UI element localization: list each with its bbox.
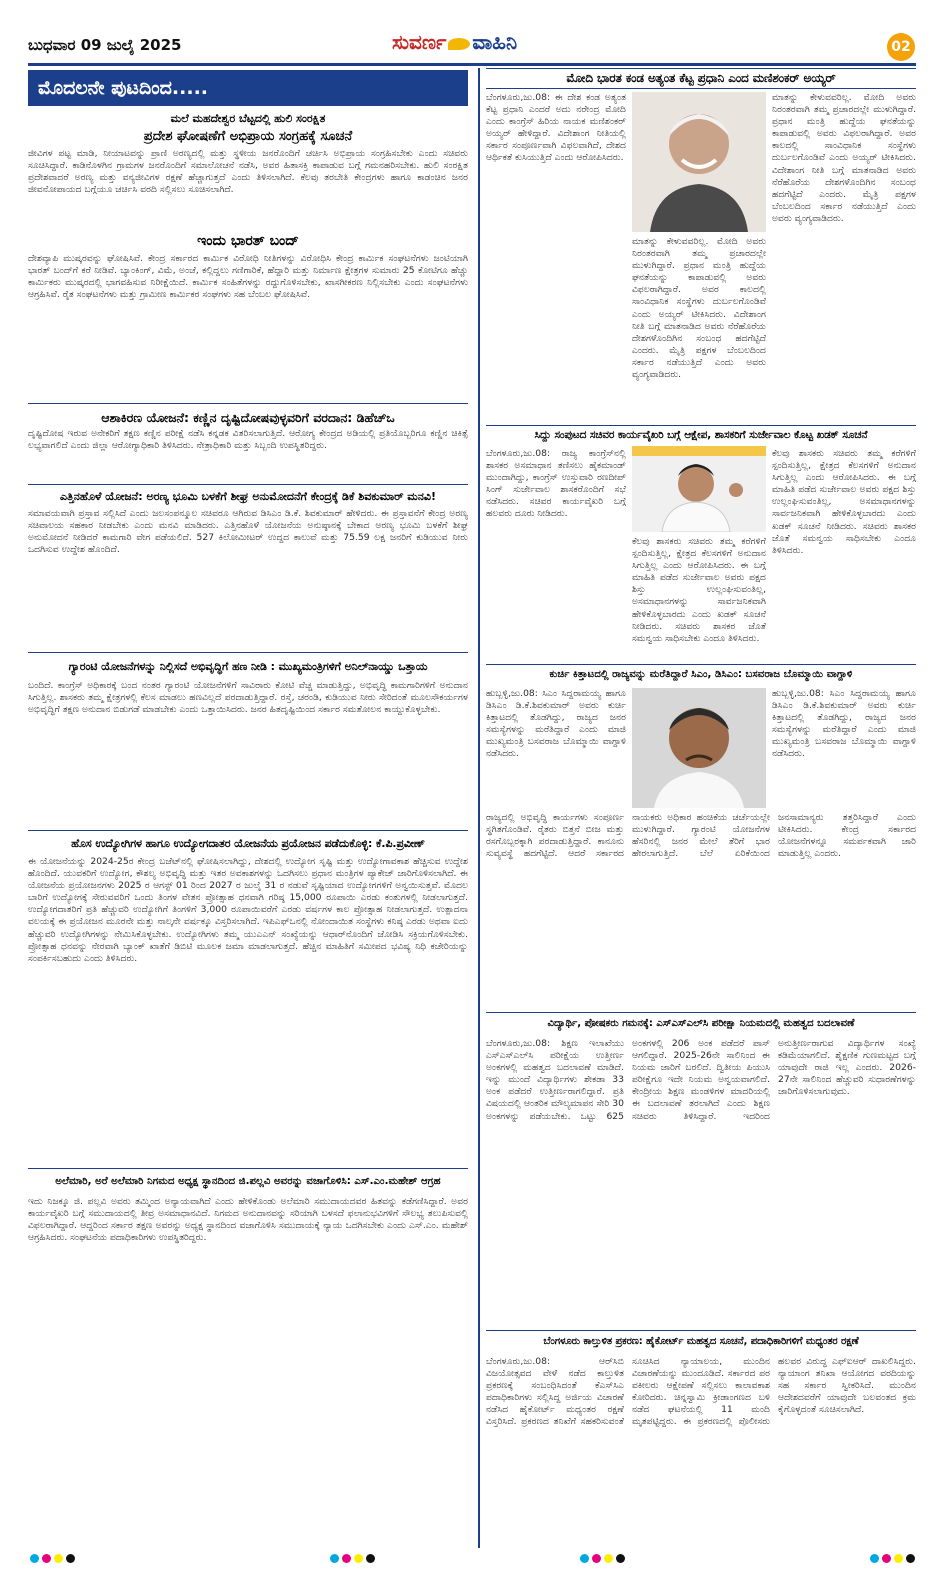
article-body: ಬೆಂಗಳೂರು,ಜು.08: ಆರ್‌ಸಿಬಿ ವಿಜಯೋತ್ಸವದ ವೇಳೆ ನಡೆದ ಕಾಲ್ತುಳಿತ ಪ್ರಕರಣಕ್ಕೆ ಸಂಬಂಧಿಸಿದಂತೆ ಕೆಎಸ್‌ಸಿಎ ಪದಾಧಿಕಾರಿಗಳು ಸಲ್ಲಿಸಿದ್ದ ಅರ್ಜಿಯ ವಿಚಾರಣೆ ನಡೆಸಿದ ಹೈಕೋರ್ಟ್ ಮಧ್ಯಂತರ ರಕ್ಷಣೆ ವಿಸ್ತರಿಸಿದೆ. ಪ್ರಕರಣದ ತನಿಖೆಗೆ ಸಹಕರಿಸುವಂತೆ ಸೂಚಿಸಿದ ನ್ಯಾಯಾಲಯ, ಮುಂದಿನ ವಿಚಾರಣೆಯನ್ನು ಮುಂದೂಡಿದೆ. ಸರ್ಕಾರದ ಪರ ವಕೀಲರು ಆಕ್ಷೇಪಣೆ ಸಲ್ಲಿಸಲು ಕಾಲಾವಕಾಶ ಕೋರಿದರು. ಚಿನ್ನಸ್ವಾಮಿ ಕ್ರೀಡಾಂಗಣದ ಬಳಿ ನಡೆದ ಘಟನೆಯಲ್ಲಿ 11 ಮಂದಿ ಮೃತಪಟ್ಟಿದ್ದರು. ಈ ಪ್ರಕರಣದಲ್ಲಿ ಪೊಲೀಸರು ಹಲವರ ವಿರುದ್ಧ ಎಫ್‌ಐಆರ್ ದಾಖಲಿಸಿದ್ದರು. ನ್ಯಾಯಾಂಗ ತನಿಖಾ ಆಯೋಗದ ವರದಿಯನ್ನು ಸಹ ಸರ್ಕಾರ ಸ್ವೀಕರಿಸಿದೆ. ಮುಂದಿನ ಆದೇಶದವರೆಗೆ ಯಾವುದೇ ಬಲವಂತದ ಕ್ರಮ ಕೈಗೊಳ್ಳದಂತೆ ಸೂಚಿಸಲಾಗಿದೆ. — [486, 1356, 916, 1428]
masthead-part-b: ವಾಹಿನಿ — [472, 30, 518, 54]
article-body: ಹುಬ್ಬಳ್ಳಿ,ಜು.08: ಸಿಎಂ ಸಿದ್ದರಾಮಯ್ಯ ಹಾಗೂ ಡಿಸಿಎಂ ಡಿ.ಕೆ.ಶಿವಕುಮಾರ್ ಅವರು ಕುರ್ಚಿ ಕಿತ್ತಾಟದಲ್ಲಿ ತೊಡಗಿದ್ದು, ರಾಜ್ಯದ ಜನರ ಸಮಸ್ಯೆಗಳನ್ನು ಮರೆತಿದ್ದಾರೆ ಎಂದು ಮಾಜಿ ಮುಖ್ಯಮಂತ್ರಿ ಬಸವರಾಜ ಬೊಮ್ಮಾಯಿ ವಾಗ್ದಾಳಿ ನಡೆಸಿದರು. — [486, 688, 626, 760]
article-headline: ಆಶಾಕಿರಣ ಯೋಜನೆ: ಕಣ್ಣಿನ ದೃಷ್ಟಿದೋಷವುಳ್ಳವರಿಗೆ ವರದಾನ: ಡಿಹೆಚ್‌ಒ — [101, 410, 395, 425]
magenta-dot-icon — [882, 1554, 891, 1563]
divider — [486, 664, 916, 665]
divider — [486, 1330, 916, 1331]
color-registration-left — [30, 1554, 78, 1566]
yellow-dot-icon — [894, 1554, 903, 1563]
article-headline: ಬೆಂಗಳೂರು ಕಾಲ್ತುಳಿತ ಪ್ರಕರಣ: ಹೈಕೋರ್ಟ್ ಮಹತ್ವದ ಸೂಚನೆ, ಪದಾಧಿಕಾರಿಗಳಿಗೆ ಮಧ್ಯಂತರ ರಕ್ಷಣೆ — [543, 1336, 859, 1347]
article-headline: ವಿದ್ಯಾರ್ಥಿ, ಪೋಷಕರು ಗಮನಕ್ಕೆ: ಎಸ್‌ಎಸ್‌ಎಲ್‌ಸಿ ಪರೀಕ್ಷಾ ನಿಯಮದಲ್ಲಿ ಮಹತ್ವದ ಬದಲಾವಣೆ — [547, 1018, 855, 1029]
divider — [28, 1168, 468, 1169]
article-headline: ಕುರ್ಚಿ ಕಿತ್ತಾಟದಲ್ಲಿ ರಾಜ್ಯವನ್ನು ಮರೆತಿದ್ದಾರೆ ಸಿಎಂ, ಡಿಸಿಎಂ: ಬಸವರಾಜ ಬೊಮ್ಮಾಯಿ ವಾಗ್ದಾಳಿ — [549, 669, 853, 680]
magenta-dot-icon — [592, 1554, 601, 1563]
article-body: ಬಂದಿದೆ. ಕಾಂಗ್ರೆಸ್ ಅಧಿಕಾರಕ್ಕೆ ಬಂದ ನಂತರ ಗ್ಯಾರಂಟಿ ಯೋಜನೆಗಳಿಗೆ ಸಾವಿರಾರು ಕೋಟಿ ವೆಚ್ಚ ಮಾಡುತ್ತಿದ್ದು, ಅಭಿವೃದ್ಧಿ ಕಾಮಗಾರಿಗಳಿಗೆ ಅನುದಾನ ಸಿಗುತ್ತಿಲ್ಲ. ಶಾಸಕರು ತಮ್ಮ ಕ್ಷೇತ್ರಗಳಲ್ಲಿ ಕೆಲಸ ಮಾಡಲು ಹಣವಿಲ್ಲದೆ ಪರದಾಡುತ್ತಿದ್ದಾರೆ. ರಸ್ತೆ, ಚರಂಡಿ, ಕುಡಿಯುವ ನೀರು ಸೇರಿದಂತೆ ಮೂಲಸೌಕರ್ಯಗಳ ಅಭಿವೃದ್ಧಿಗೆ ತಕ್ಷಣ ಅನುದಾನ ಬಿಡುಗಡೆ ಮಾಡಬೇಕು ಎಂದು ಒತ್ತಾಯಿಸಿದರು. ಜನರ ಹಿತದೃಷ್ಟಿಯಿಂದ ಸರ್ಕಾರ ಸಮತೋಲನ ಕಾಯ್ದುಕೊಳ್ಳಬೇಕು. — [28, 680, 468, 716]
portrait-icon — [632, 92, 766, 232]
article-headline: ಸಿದ್ದು ಸಂಪುಟದ ಸಚಿವರ ಕಾರ್ಯವೈಖರಿ ಬಗ್ಗೆ ಆಕ್ಷೇಪ, ಶಾಸಕರಿಗೆ ಸುರ್ಜೇವಾಲ ಕೊಟ್ಟ ಖಡಕ್ ಸೂಚನೆ — [534, 429, 868, 441]
yellow-dot-icon — [604, 1554, 613, 1563]
article-body: ಕೆಲವು ಶಾಸಕರು ಸಚಿವರು ತಮ್ಮ ಕರೆಗಳಿಗೆ ಸ್ಪಂದಿಸುತ್ತಿಲ್ಲ, ಕ್ಷೇತ್ರದ ಕೆಲಸಗಳಿಗೆ ಅನುದಾನ ಸಿಗುತ್ತಿಲ್ಲ ಎಂದು ಆರೋಪಿಸಿದರು. ಈ ಬಗ್ಗೆ ಮಾಹಿತಿ ಪಡೆದ ಸುರ್ಜೇವಾಲ ಅವರು ಪಕ್ಷದ ಶಿಸ್ತು ಉಲ್ಲಂಘಿಸುವಂತಿಲ್ಲ, ಅಸಮಾಧಾನಗಳನ್ನು ಸಾರ್ವಜನಿಕವಾಗಿ ಹೇಳಿಕೊಳ್ಳಬಾರದು ಎಂದು ಖಡಕ್ ಸೂಚನೆ ನೀಡಿದರು. ಸಚಿವರು ಶಾಸಕರ ಜೊತೆ ಸಮನ್ವಯ ಸಾಧಿಸಬೇಕು ಎಂದೂ ತಿಳಿಸಿದರು. — [632, 536, 766, 644]
magenta-dot-icon — [42, 1554, 51, 1563]
article-body: ರಾಜ್ಯದಲ್ಲಿ ಅಭಿವೃದ್ಧಿ ಕಾರ್ಯಗಳು ಸಂಪೂರ್ಣ ಸ್ಥಗಿತಗೊಂಡಿವೆ. ರೈತರು ಬಿತ್ತನೆ ಬೀಜ ಮತ್ತು ರಸಗೊಬ್ಬರಕ್ಕಾಗಿ ಪರದಾಡುತ್ತಿದ್ದಾರೆ. ಕಾನೂನು ಸುವ್ಯವಸ್ಥೆ ಹದಗೆಟ್ಟಿದೆ. ಆದರೆ ಸರ್ಕಾರದ ನಾಯಕರು ಅಧಿಕಾರ ಹಂಚಿಕೆಯ ಚರ್ಚೆಯಲ್ಲೇ ಮುಳುಗಿದ್ದಾರೆ. ಗ್ಯಾರಂಟಿ ಯೋಜನೆಗಳ ಹೆಸರಿನಲ್ಲಿ ಜನರ ಮೇಲೆ ತೆರಿಗೆ ಭಾರ ಹೇರಲಾಗುತ್ತಿದೆ. ಬೆಲೆ ಏರಿಕೆಯಿಂದ ಜನಸಾಮಾನ್ಯರು ತತ್ತರಿಸಿದ್ದಾರೆ ಎಂದು ಟೀಕಿಸಿದರು. ಕೇಂದ್ರ ಸರ್ಕಾರದ ಯೋಜನೆಗಳನ್ನೂ ಸಮರ್ಪಕವಾಗಿ ಜಾರಿ ಮಾಡುತ್ತಿಲ್ಲ ಎಂದರು. — [486, 812, 916, 860]
article-headline: ಗ್ಯಾರಂಟಿ ಯೋಜನೆಗಳನ್ನು ನಿಲ್ಲಿಸದೆ ಅಭಿವೃದ್ಧಿಗೆ ಹಣ ನೀಡಿ : ಮುಖ್ಯಮಂತ್ರಿಗಳಿಗೆ ಅನಿಲ್‌ನಾಯ್ಡು ಒತ್ತಾಯ — [68, 660, 428, 673]
article-body: ಬೆಂಗಳೂರು,ಜು.08: ಈ ದೇಶ ಕಂಡ ಅತ್ಯಂತ ಕೆಟ್ಟ ಪ್ರಧಾನಿ ಎಂದರೆ ಅದು ನರೇಂದ್ರ ಮೋದಿ ಎಂದು ಕಾಂಗ್ರೆಸ್ ಹಿರಿಯ ನಾಯಕ ಮಣಿಶಂಕರ್ ಅಯ್ಯರ್ ಹೇಳಿದ್ದಾರೆ. ವಿದೇಶಾಂಗ ನೀತಿಯಲ್ಲಿ ಸರ್ಕಾರ ಸಂಪೂರ್ಣವಾಗಿ ವಿಫಲವಾಗಿದೆ, ದೇಶದ ಆರ್ಥಿಕತೆ ಕುಸಿಯುತ್ತಿದೆ ಎಂದು ಆರೋಪಿಸಿದರು. — [486, 92, 626, 164]
issue-date: ಬುಧವಾರ 09 ಜುಲೈ 2025 — [28, 36, 182, 54]
article-headline: ಇಂದು ಭಾರತ್ ಬಂದ್ — [197, 233, 299, 249]
cyan-dot-icon — [330, 1554, 339, 1563]
portrait-icon — [632, 688, 766, 808]
column-divider — [478, 68, 480, 1548]
black-dot-icon — [66, 1554, 75, 1563]
article-body: ದೇಶವ್ಯಾಪಿ ಮುಷ್ಕರವನ್ನು ಘೋಷಿಸಿವೆ. ಕೇಂದ್ರ ಸರ್ಕಾರದ ಕಾರ್ಮಿಕ ವಿರೋಧಿ ನೀತಿಗಳನ್ನು ವಿರೋಧಿಸಿ ಕೇಂದ್ರ ಕಾರ್ಮಿಕ ಸಂಘಟನೆಗಳು ಜಂಟಿಯಾಗಿ ಭಾರತ್ ಬಂದ್‌ಗೆ ಕರೆ ನೀಡಿವೆ. ಬ್ಯಾಂಕಿಂಗ್, ವಿಮೆ, ಅಂಚೆ, ಕಲ್ಲಿದ್ದಲು ಗಣಿಗಾರಿಕೆ, ಹೆದ್ದಾರಿ ಮತ್ತು ನಿರ್ಮಾಣ ಕ್ಷೇತ್ರಗಳ ಸುಮಾರು 25 ಕೋಟಿಗೂ ಹೆಚ್ಚು ಕಾರ್ಮಿಕರು ಮುಷ್ಕರದಲ್ಲಿ ಭಾಗವಹಿಸುವ ನಿರೀಕ್ಷೆಯಿದೆ. ಕಾರ್ಮಿಕ ಸಂಹಿತೆಗಳನ್ನು ರದ್ದುಗೊಳಿಸಬೇಕು, ಖಾಸಗೀಕರಣ ನಿಲ್ಲಿಸಬೇಕು ಎಂದು ಸಂಘಟನೆಗಳು ಆಗ್ರಹಿಸಿವೆ. ರೈತ ಸಂಘಟನೆಗಳು ಮತ್ತು ಗ್ರಾಮೀಣ ಕಾರ್ಮಿಕರ ಸಂಘಗಳು ಸಹ ಬೆಂಬಲ ಘೋಷಿಸಿವೆ. — [28, 253, 468, 301]
article-headline: ಎತ್ತಿನಹೊಳೆ ಯೋಜನೆ: ಅರಣ್ಯ ಭೂಮಿ ಬಳಕೆಗೆ ಶೀಘ್ರ ಅನುಮೋದನೆಗೆ ಕೇಂದ್ರಕ್ಕೆ ಡಿಕೆ ಶಿವಕುಮಾರ್ ಮನವಿ! — [59, 490, 436, 503]
cyan-dot-icon — [580, 1554, 589, 1563]
article-headline: ಅಲೆಮಾರಿ, ಅರೆ ಅಲೆಮಾರಿ ನಿಗಮದ ಅಧ್ಯಕ್ಷ ಸ್ಥಾನದಿಂದ ಜಿ.ಪಲ್ಲವಿ ಅವರನ್ನು ವಜಾಗೊಳಿಸಿ: ಎಸ್.ಎಂ.ಮಹೇಶ್ ಆಗ್ರಹ — [55, 1176, 441, 1187]
surjewala-photo — [632, 446, 766, 532]
section-banner: ಮೊದಲನೇ ಪುಟದಿಂದ..... — [28, 70, 468, 106]
page-number: 02 — [887, 33, 915, 61]
aiyar-photo — [632, 92, 766, 232]
divider — [28, 403, 468, 404]
masthead-part-a: ಸುವರ್ಣ — [392, 30, 447, 54]
masthead — [392, 30, 517, 54]
article-body: ಈ ಯೋಜನೆಯನ್ನು 2024-25ರ ಕೇಂದ್ರ ಬಜೆಟ್‌ನಲ್ಲಿ ಘೋಷಿಸಲಾಗಿದ್ದು, ದೇಶದಲ್ಲಿ ಉದ್ಯೋಗ ಸೃಷ್ಟಿ ಮತ್ತು ಉದ್ಯೋಗಾವಕಾಶ ಹೆಚ್ಚಿಸುವ ಉದ್ದೇಶ ಹೊಂದಿದೆ. ಯುವಕರಿಗೆ ಉದ್ಯೋಗ, ಕೌಶಲ್ಯ ಅಭಿವೃದ್ಧಿ ಮತ್ತು ಇತರ ಅವಕಾಶಗಳನ್ನು ಒದಗಿಸಲು ಪ್ರಧಾನ ಮಂತ್ರಿಗಳ ಪ್ಯಾಕೇಜ್ ಜಾರಿಗೊಳಿಸಲಾಗಿದೆ. ಈ ಯೋಜನೆಯ ಪ್ರಯೋಜನಗಳು 2025 ರ ಆಗಸ್ಟ್ 01 ರಿಂದ 2027 ರ ಜುಲೈ 31 ರ ನಡುವೆ ಸೃಷ್ಟಿಯಾದ ಉದ್ಯೋಗಗಳಿಗೆ ಅನ್ವಯಿಸುತ್ತವೆ. ಮೊದಲ ಬಾರಿಗೆ ಉದ್ಯೋಗಕ್ಕೆ ಸೇರುವವರಿಗೆ ಒಂದು ತಿಂಗಳ ವೇತನ ಪ್ರೋತ್ಸಾಹ ಧನವಾಗಿ ಗರಿಷ್ಠ 15,000 ರೂಪಾಯಿ ಎರಡು ಕಂತುಗಳಲ್ಲಿ ನೀಡಲಾಗುತ್ತದೆ. ಉದ್ಯೋಗದಾತರಿಗೆ ಪ್ರತಿ ಹೆಚ್ಚುವರಿ ಉದ್ಯೋಗಿಗೆ ತಿಂಗಳಿಗೆ 3,000 ರೂಪಾಯಿವರೆಗೆ ಎರಡು ವರ್ಷಗಳ ಕಾಲ ಪ್ರೋತ್ಸಾಹ ನೀಡಲಾಗುತ್ತದೆ. ಉತ್ಪಾದನಾ ವಲಯಕ್ಕೆ ಈ ಪ್ರಯೋಜನ ಮೂರನೇ ಮತ್ತು ನಾಲ್ಕನೇ ವರ್ಷಕ್ಕೂ ವಿಸ್ತರಿಸಲಾಗಿದೆ. ಇಪಿಎಫ್‌ಒನಲ್ಲಿ ನೋಂದಾಯಿತ ಸಂಸ್ಥೆಗಳು ಕನಿಷ್ಠ ಎರಡು ಅಥವಾ ಐದು ಹೆಚ್ಚುವರಿ ಉದ್ಯೋಗಿಗಳನ್ನು ನೇಮಿಸಿಕೊಳ್ಳಬೇಕು. ಉದ್ಯೋಗಿಗಳು ತಮ್ಮ ಯುಎಎನ್ ಸಂಖ್ಯೆಯನ್ನು ಆಧಾರ್‌ನೊಂದಿಗೆ ಜೋಡಿಸಿ ಸಕ್ರಿಯಗೊಳಿಸಬೇಕು. ಪ್ರೋತ್ಸಾಹ ಧನವನ್ನು ನೇರವಾಗಿ ಬ್ಯಾಂಕ್ ಖಾತೆಗೆ ಡಿಬಿಟಿ ಮೂಲಕ ಜಮಾ ಮಾಡಲಾಗುತ್ತದೆ. ಹೆಚ್ಚಿನ ಮಾಹಿತಿಗೆ ಸಮೀಪದ ಭವಿಷ್ಯ ನಿಧಿ ಕಚೇರಿಯನ್ನು ಸಂಪರ್ಕಿಸಬಹುದು ಎಂದು ತಿಳಿಸಿದರು. — [28, 856, 468, 964]
yellow-dot-icon — [354, 1554, 363, 1563]
article-headline: ಮೋದಿ ಭಾರತ ಕಂಡ ಅತ್ಯಂತ ಕೆಟ್ಟ ಪ್ರಧಾನಿ ಎಂದ ಮಣಿಶಂಕರ್ ಅಯ್ಯರ್ — [486, 68, 916, 89]
divider — [486, 425, 916, 426]
article-body-cont: ಕೆಲವು ಶಾಸಕರು ಸಚಿವರು ತಮ್ಮ ಕರೆಗಳಿಗೆ ಸ್ಪಂದಿಸುತ್ತಿಲ್ಲ, ಕ್ಷೇತ್ರದ ಕೆಲಸಗಳಿಗೆ ಅನುದಾನ ಸಿಗುತ್ತಿಲ್ಲ ಎಂದು ಆರೋಪಿಸಿದರು. ಈ ಬಗ್ಗೆ ಮಾಹಿತಿ ಪಡೆದ ಸುರ್ಜೇವಾಲ ಅವರು ಪಕ್ಷದ ಶಿಸ್ತು ಉಲ್ಲಂಘಿಸುವಂತಿಲ್ಲ, ಅಸಮಾಧಾನಗಳನ್ನು ಸಾರ್ವಜನಿಕವಾಗಿ ಹೇಳಿಕೊಳ್ಳಬಾರದು ಎಂದು ಖಡಕ್ ಸೂಚನೆ ನೀಡಿದರು. ಸಚಿವರು ಶಾಸಕರ ಜೊತೆ ಸಮನ್ವಯ ಸಾಧಿಸಬೇಕು ಎಂದೂ ತಿಳಿಸಿದರು. — [772, 448, 916, 556]
color-registration-right — [870, 1554, 918, 1566]
divider — [28, 652, 468, 653]
cyan-dot-icon — [30, 1554, 39, 1563]
black-dot-icon — [616, 1554, 625, 1563]
cyan-dot-icon — [870, 1554, 879, 1563]
header-rule — [28, 63, 916, 66]
divider — [28, 484, 468, 485]
divider — [28, 830, 468, 831]
article-headline: ಹೊಸ ಉದ್ಯೋಗಿಗಳ ಹಾಗೂ ಉದ್ಯೋಗದಾತರ ಯೋಜನೆಯ ಪ್ರಯೋಜನ ಪಡೆದುಕೊಳ್ಳಿ: ಕೆ.ಪಿ.ಪ್ರವೀಣ್ — [71, 837, 425, 850]
article-body: ಸಮಾವಯವಾಗಿ ಪ್ರಸ್ತಾವ ಸಲ್ಲಿಸಿದೆ ಎಂದು ಜಲಸಂಪನ್ಮೂಲ ಸಚಿವರೂ ಆಗಿರುವ ಡಿಸಿಎಂ ಡಿ.ಕೆ. ಶಿವಕುಮಾರ್ ಹೇಳಿದರು. ಈ ಪ್ರಸ್ತಾವನೆಗೆ ಕೇಂದ್ರ ಅರಣ್ಯ ಸಚಿವಾಲಯ ಸಹಕಾರ ನೀಡಬೇಕು ಎಂದು ಮನವಿ ಮಾಡಿದರು. ಎತ್ತಿನಹೊಳೆ ಯೋಜನೆಯ ಅನುಷ್ಠಾನಕ್ಕೆ ಬೇಕಾದ ಅರಣ್ಯ ಭೂಮಿ ಬಳಕೆಗೆ ಶೀಘ್ರ ಅನುಮೋದನೆ ನೀಡಿದರೆ ಕಾಮಗಾರಿ ವೇಗ ಪಡೆಯಲಿದೆ. 527 ಕಿಲೋಮೀಟರ್ ಉದ್ದದ ಕಾಲುವೆ ಮತ್ತು 75.59 ಲಕ್ಷ ಜನರಿಗೆ ಕುಡಿಯುವ ನೀರು ಒದಗಿಸುವ ಉದ್ದೇಶ ಹೊಂದಿದೆ. — [28, 508, 468, 556]
page-header — [0, 0, 945, 62]
article-headline: ಪ್ರದೇಶ ಘೋಷಣೆಗೆ ಅಭಿಪ್ರಾಯ ಸಂಗ್ರಹಕ್ಕೆ ಸೂಚನೆ — [143, 129, 353, 144]
color-registration-center-right — [580, 1554, 628, 1566]
black-dot-icon — [366, 1554, 375, 1563]
article-body: ಬೆಂಗಳೂರು,ಜು.08: ಶಿಕ್ಷಣ ಇಲಾಖೆಯು ಎಸ್‌ಎಸ್‌ಎಲ್‌ಸಿ ಪರೀಕ್ಷೆಯ ಉತ್ತೀರ್ಣ ಅಂಕಗಳಲ್ಲಿ ಮಹತ್ವದ ಬದಲಾವಣೆ ಮಾಡಿದೆ. ಇನ್ನು ಮುಂದೆ ವಿದ್ಯಾರ್ಥಿಗಳು ಶೇಕಡಾ 33 ಅಂಕ ಪಡೆದರೆ ಉತ್ತೀರ್ಣರಾಗಲಿದ್ದಾರೆ. ಪ್ರತಿ ವಿಷಯದಲ್ಲಿ ಆಂತರಿಕ ಮೌಲ್ಯಮಾಪನ ಸೇರಿ 30 ಅಂಕಗಳನ್ನು ಪಡೆಯಬೇಕು. ಒಟ್ಟು 625 ಅಂಕಗಳಲ್ಲಿ 206 ಅಂಕ ಪಡೆದರೆ ಪಾಸ್ ಆಗಲಿದ್ದಾರೆ. 2025-26ನೇ ಸಾಲಿನಿಂದ ಈ ನಿಯಮ ಜಾರಿಗೆ ಬರಲಿದೆ. ದ್ವಿತೀಯ ಪಿಯುಸಿ ಪರೀಕ್ಷೆಗೂ ಇದೇ ನಿಯಮ ಅನ್ವಯವಾಗಲಿದೆ. ಕೇಂದ್ರೀಯ ಶಿಕ್ಷಣ ಮಂಡಳಿಗಳ ಮಾದರಿಯಲ್ಲಿ ಈ ಬದಲಾವಣೆ ತರಲಾಗಿದೆ ಎಂದು ಶಿಕ್ಷಣ ಸಚಿವರು ತಿಳಿಸಿದ್ದಾರೆ. ಇದರಿಂದ ಅನುತ್ತೀರ್ಣರಾಗುವ ವಿದ್ಯಾರ್ಥಿಗಳ ಸಂಖ್ಯೆ ಕಡಿಮೆಯಾಗಲಿದೆ. ಶೈಕ್ಷಣಿಕ ಗುಣಮಟ್ಟದ ಬಗ್ಗೆ ಯಾವುದೇ ರಾಜಿ ಇಲ್ಲ ಎಂದರು. 2026-27ನೇ ಸಾಲಿನಿಂದ ಹೆಚ್ಚುವರಿ ಸುಧಾರಣೆಗಳನ್ನು ಜಾರಿಗೊಳಿಸಲಾಗುವುದು. — [486, 1038, 916, 1122]
article-body-cont: ಹುಬ್ಬಳ್ಳಿ,ಜು.08: ಸಿಎಂ ಸಿದ್ದರಾಮಯ್ಯ ಹಾಗೂ ಡಿಸಿಎಂ ಡಿ.ಕೆ.ಶಿವಕುಮಾರ್ ಅವರು ಕುರ್ಚಿ ಕಿತ್ತಾಟದಲ್ಲಿ ತೊಡಗಿದ್ದು, ರಾಜ್ಯದ ಜನರ ಸಮಸ್ಯೆಗಳನ್ನು ಮರೆತಿದ್ದಾರೆ ಎಂದು ಮಾಜಿ ಮುಖ್ಯಮಂತ್ರಿ ಬಸವರಾಜ ಬೊಮ್ಮಾಯಿ ವಾಗ್ದಾಳಿ ನಡೆಸಿದರು. — [772, 688, 916, 760]
article-body: ಬೆಂಗಳೂರು,ಜು.08: ರಾಜ್ಯ ಕಾಂಗ್ರೆಸ್‌ನಲ್ಲಿ ಶಾಸಕರ ಅಸಮಾಧಾನ ತಣಿಸಲು ಹೈಕಮಾಂಡ್ ಮುಂದಾಗಿದ್ದು, ಕಾಂಗ್ರೆಸ್ ಉಸ್ತುವಾರಿ ರಣದೀಪ್ ಸಿಂಗ್ ಸುರ್ಜೇವಾಲ ಶಾಸಕರೊಂದಿಗೆ ಸಭೆ ನಡೆಸಿದರು. ಸಚಿವರ ಕಾರ್ಯವೈಖರಿ ಬಗ್ಗೆ ಹಲವರು ದೂರು ನೀಡಿದರು. — [486, 448, 626, 520]
portrait-icon — [632, 446, 766, 532]
article-body: ದೃಷ್ಟಿದೋಷ ಇರುವ ಅನೇಕರಿಗೆ ತಕ್ಷಣ ಕಣ್ಣಿನ ಪರೀಕ್ಷೆ ನಡೆಸಿ ಕನ್ನಡಕ ವಿತರಿಸಲಾಗುತ್ತಿದೆ. ಆರೋಗ್ಯ ಕೇಂದ್ರದ ಅಡಿಯಲ್ಲಿ ಪ್ರತಿಯೊಬ್ಬರಿಗೂ ಕಣ್ಣಿನ ಚಿಕಿತ್ಸೆ ಲಭ್ಯವಾಗಲಿದೆ ಎಂದು ಜಿಲ್ಲಾ ಆರೋಗ್ಯಾಧಿಕಾರಿ ತಿಳಿಸಿದರು. ನೇತ್ರಾಧಿಕಾರಿ ಮತ್ತು ಸಿಬ್ಬಂದಿ ಉಪಸ್ಥಿತರಿದ್ದರು. — [28, 428, 468, 452]
black-dot-icon — [906, 1554, 915, 1563]
article-body: ಮಾತನ್ನು ಕೇಳುವವರಿಲ್ಲ. ಮೋದಿ ಅವರು ನಿರಂತರವಾಗಿ ತಮ್ಮ ಪ್ರಚಾರದಲ್ಲೇ ಮುಳುಗಿದ್ದಾರೆ. ಪ್ರಧಾನ ಮಂತ್ರಿ ಹುದ್ದೆಯ ಘನತೆಯನ್ನು ಕಾಪಾಡುವಲ್ಲಿ ಅವರು ವಿಫಲರಾಗಿದ್ದಾರೆ. ಅವರ ಕಾಲದಲ್ಲಿ ಸಾಂವಿಧಾನಿಕ ಸಂಸ್ಥೆಗಳು ದುರ್ಬಲಗೊಂಡಿವೆ ಎಂದು ಅಯ್ಯರ್ ಟೀಕಿಸಿದರು. ವಿದೇಶಾಂಗ ನೀತಿ ಬಗ್ಗೆ ಮಾತನಾಡಿದ ಅವರು ನೆರೆಹೊರೆಯ ದೇಶಗಳೊಂದಿಗಿನ ಸಂಬಂಧ ಹದಗೆಟ್ಟಿದೆ ಎಂದರು. ಮೈತ್ರಿ ಪಕ್ಷಗಳ ಬೆಂಬಲದಿಂದ ಸರ್ಕಾರ ನಡೆಯುತ್ತಿದೆ ಎಂದು ಅವರು ವ್ಯಂಗ್ಯವಾಡಿದರು. — [632, 236, 766, 381]
color-registration-center-left — [330, 1554, 378, 1566]
article-body: ಜೀವಿಗಳ ಪಟ್ಟ ಮಾಡಿ, ನೀಯಾಟವನ್ನು ಪ್ರಾಣಿ ಅರಣ್ಯದಲ್ಲಿ ಮತ್ತು ಸ್ಥಳೀಯ ಜನರೊಂದಿಗೆ ಚರ್ಚಿಸಿ ಅಭಿಪ್ರಾಯ ಸಂಗ್ರಹಿಸಬೇಕು ಎಂದು ಸಚಿವರು ಸೂಚಿಸಿದ್ದಾರೆ. ಕಾಡಿನೊಳಗಿನ ಗ್ರಾಮಗಳ ಜನರೊಂದಿಗೆ ಸಮಾಲೋಚನೆ ನಡೆಸಿ, ಅವರ ಹಿತಾಸಕ್ತಿ ಕಾಪಾಡುವ ಬಗ್ಗೆ ಗಮನಹರಿಸಬೇಕು. ಹುಲಿ ಸಂರಕ್ಷಿತ ಪ್ರದೇಶವಾದರೆ ಅರಣ್ಯ ಮತ್ತು ವನ್ಯಜೀವಿಗಳ ರಕ್ಷಣೆ ಹೆಚ್ಚಾಗುತ್ತದೆ ಎಂದು ತಿಳಿಸಲಾಗಿದೆ. ಕೆಲವು ತರಬೇತಿ ಕೇಂದ್ರಗಳು ಹಾಗೂ ಕಾಡಂಚಿನ ಜನರ ಜೀವನೋಪಾಯದ ಬಗ್ಗೆಯೂ ಚರ್ಚಿಸಿ ವರದಿ ಸಲ್ಲಿಸಲು ಸೂಚಿಸಲಾಗಿದೆ. — [28, 148, 468, 196]
masthead-logo-icon — [448, 38, 470, 50]
article-body-cont: ಮಾತನ್ನು ಕೇಳುವವರಿಲ್ಲ. ಮೋದಿ ಅವರು ನಿರಂತರವಾಗಿ ತಮ್ಮ ಪ್ರಚಾರದಲ್ಲೇ ಮುಳುಗಿದ್ದಾರೆ. ಪ್ರಧಾನ ಮಂತ್ರಿ ಹುದ್ದೆಯ ಘನತೆಯನ್ನು ಕಾಪಾಡುವಲ್ಲಿ ಅವರು ವಿಫಲರಾಗಿದ್ದಾರೆ. ಅವರ ಕಾಲದಲ್ಲಿ ಸಾಂವಿಧಾನಿಕ ಸಂಸ್ಥೆಗಳು ದುರ್ಬಲಗೊಂಡಿವೆ ಎಂದು ಅಯ್ಯರ್ ಟೀಕಿಸಿದರು. ವಿದೇಶಾಂಗ ನೀತಿ ಬಗ್ಗೆ ಮಾತನಾಡಿದ ಅವರು ನೆರೆಹೊರೆಯ ದೇಶಗಳೊಂದಿಗಿನ ಸಂಬಂಧ ಹದಗೆಟ್ಟಿದೆ ಎಂದರು. ಮೈತ್ರಿ ಪಕ್ಷಗಳ ಬೆಂಬಲದಿಂದ ಸರ್ಕಾರ ನಡೆಯುತ್ತಿದೆ ಎಂದು ಅವರು ವ್ಯಂಗ್ಯವಾಡಿದರು. — [772, 92, 916, 224]
bommai-photo — [632, 688, 766, 808]
magenta-dot-icon — [342, 1554, 351, 1563]
article-kicker: ಮಲೆ ಮಹದೇಶ್ವರ ಬೆಟ್ಟದಲ್ಲಿ ಹುಲಿ ಸಂರಕ್ಷಿತ — [170, 112, 326, 125]
article-body: ಇದು ನಿಜಕ್ಕೂ ಜಿ. ಪಲ್ಲವಿ ಅವರು ತಮ್ಮಿಂದ ಅನ್ಯಾಯವಾಗಿದೆ ಎಂದು ಹೇಳಿಕೊಂಡು ಅಲೆಮಾರಿ ಸಮುದಾಯದವರ ಹಿತವನ್ನು ಕಡೆಗಣಿಸಿದ್ದಾರೆ. ಅವರ ಕಾರ್ಯವೈಖರಿ ಬಗ್ಗೆ ಸಮುದಾಯದಲ್ಲಿ ತೀವ್ರ ಅಸಮಾಧಾನವಿದೆ. ನಿಗಮದ ಅನುದಾನವನ್ನು ಸರಿಯಾಗಿ ಬಳಸದೆ ಫಲಾನುಭವಿಗಳಿಗೆ ಸೌಲಭ್ಯ ತಲುಪಿಸುವಲ್ಲಿ ವಿಫಲರಾಗಿದ್ದಾರೆ. ಆದ್ದರಿಂದ ಸರ್ಕಾರ ತಕ್ಷಣ ಅವರನ್ನು ಅಧ್ಯಕ್ಷ ಸ್ಥಾನದಿಂದ ವಜಾಗೊಳಿಸಿ ಸಮುದಾಯಕ್ಕೆ ನ್ಯಾಯ ಒದಗಿಸಬೇಕು ಎಂದು ಎಸ್.ಎಂ. ಮಹೇಶ್ ಆಗ್ರಹಿಸಿದರು. ಸಂಘಟನೆಯ ಪದಾಧಿಕಾರಿಗಳು ಉಪಸ್ಥಿತರಿದ್ದರು. — [28, 1196, 468, 1244]
yellow-dot-icon — [54, 1554, 63, 1563]
divider — [486, 1012, 916, 1013]
